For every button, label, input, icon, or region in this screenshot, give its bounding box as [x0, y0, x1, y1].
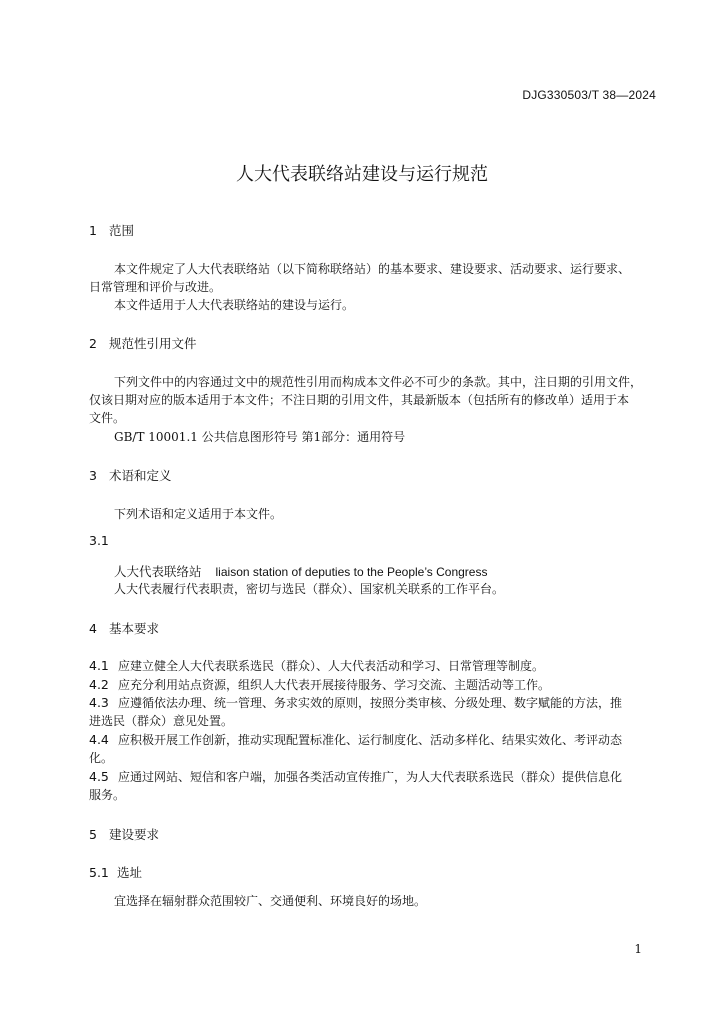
- clause-text: 应充分利用站点资源，组织人大代表开展接待服务、学习交流、主题活动等工作。: [118, 678, 551, 692]
- clause-number: 4.2: [89, 677, 109, 692]
- clause-number: 4.4: [89, 732, 109, 747]
- clause-number: 4.3: [89, 695, 109, 710]
- clause-text: 应建立健全人大代表联系选民（群众）、人大代表活动和学习、日常管理等制度。: [118, 659, 545, 673]
- clause-continuation: 进选民（群众）意见处置。: [89, 714, 234, 728]
- term-english: liaison station of deputies to the People’s Congress: [215, 565, 488, 579]
- section-5-heading: [89, 825, 159, 843]
- paragraph: 宜选择在辐射群众范围较广、交通便利、环境良好的场地。: [114, 894, 427, 908]
- clause-item: [89, 676, 550, 693]
- page-number: 1: [634, 942, 642, 956]
- subsection-5-1-heading: [89, 863, 142, 881]
- paragraph: 本文件适用于人大代表联络站的建设与运行。: [114, 298, 355, 312]
- section-number: 5: [89, 827, 97, 842]
- clause-text: 应通过网站、短信和客户端，加强各类活动宣传推广，为人大代表联系选民（群众）提供信息化: [118, 770, 623, 784]
- section-title: 范围: [109, 223, 135, 238]
- clause-item: [89, 694, 622, 711]
- paragraph-line: 仅该日期对应的版本适用于本文件；不注日期的引用文件，其最新版本（包括所有的修改单）适用于本: [89, 393, 630, 407]
- section-3-heading: [89, 466, 172, 484]
- paragraph-line: 日常管理和评价与改进。: [89, 280, 222, 294]
- subsection-number: 5.1: [89, 865, 109, 880]
- clause-continuation: 服务。: [89, 788, 126, 802]
- term-entry: [114, 562, 487, 580]
- section-2-heading: [89, 334, 197, 352]
- term-chinese: 人大代表联络站: [114, 564, 202, 579]
- section-title: 基本要求: [109, 621, 160, 636]
- document-number: DJG330503/T 38—2024: [522, 88, 656, 102]
- term-number: 3.1: [89, 533, 109, 548]
- paragraph-line: 下列文件中的内容通过文中的规范性引用而构成本文件必不可少的条款。其中，注日期的引用文件，: [114, 375, 643, 389]
- paragraph-line: 文件。: [89, 411, 126, 425]
- section-number: 2: [89, 336, 97, 351]
- clause-text: 应积极开展工作创新，推动实现配置标准化、运行制度化、活动多样化、结果实效化、考评动态: [118, 733, 623, 747]
- section-1-heading: [89, 221, 134, 239]
- paragraph-line: 本文件规定了人大代表联络站（以下简称联络站）的基本要求、建设要求、活动要求、运行要求、: [114, 262, 631, 276]
- document-title: 人大代表联络站建设与运行规范: [236, 164, 488, 185]
- clause-item: [89, 768, 622, 785]
- clause-item: [89, 657, 544, 674]
- normative-reference: GB/T 10001.1 公共信息图形符号 第1部分：通用符号: [114, 430, 406, 444]
- clause-text: 应遵循依法办理、统一管理、务求实效的原则，按照分类审核、分级处理、数字赋能的方法，推: [118, 696, 623, 710]
- term-definition: 人大代表履行代表职责，密切与选民（群众）、国家机关联系的工作平台。: [114, 582, 505, 596]
- clause-item: [89, 731, 622, 748]
- section-number: 1: [89, 223, 97, 238]
- section-number: 4: [89, 621, 97, 636]
- section-number: 3: [89, 468, 97, 483]
- section-title: 规范性引用文件: [109, 336, 197, 351]
- section-title: 建设要求: [109, 827, 160, 842]
- section-title: 术语和定义: [109, 468, 172, 483]
- clause-continuation: 化。: [89, 751, 114, 765]
- paragraph: 下列术语和定义适用于本文件。: [114, 507, 283, 521]
- section-4-heading: [89, 619, 159, 637]
- clause-number: 4.5: [89, 769, 109, 784]
- subsection-title: 选址: [117, 865, 143, 880]
- clause-number: 4.1: [89, 658, 109, 673]
